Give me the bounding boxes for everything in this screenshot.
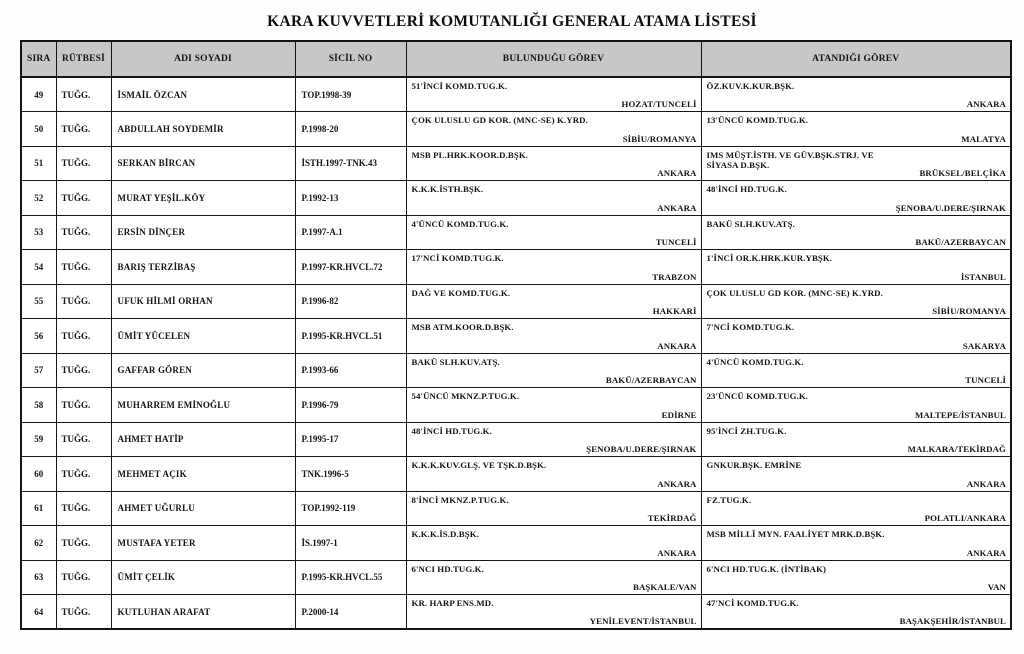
cell-rutbe: TUĞG. (56, 319, 111, 354)
cell-sira-no: 53 (21, 215, 56, 250)
header-sicil-no: SİCİL NO (295, 41, 406, 77)
cell-bulundugu-gorev (406, 181, 701, 216)
atandigi-gorev-text: 7'NCİ KOMD.TUG.K. (706, 322, 795, 332)
bulundugu-gorev-text: K.K.K.KUV.GLŞ. VE TŞK.D.BŞK. (411, 460, 547, 470)
table-row (21, 77, 1011, 112)
cell-atandigi-gorev (701, 146, 1011, 181)
atandigi-yer-text: MALKARA/TEKİRDAĞ (907, 444, 1006, 454)
atandigi-yer-text: İSTANBUL (960, 271, 1006, 282)
bulundugu-yer-text: SİBİU/ROMANYA (622, 133, 697, 144)
cell-sira-no: 63 (21, 560, 56, 595)
cell-sira-no: 59 (21, 422, 56, 457)
cell-atandigi-gorev (701, 215, 1011, 250)
atandigi-gorev-text: 1'İNCİ OR.K.HRK.KUR.YBŞK. (706, 253, 833, 263)
atandigi-gorev-text: IMS MÜŞT.İSTH. VE GÜV.BŞK.STRJ. VE SİYASA D.BŞK. (706, 149, 874, 170)
atandigi-yer-text: POLATLI/ANKARA (924, 513, 1006, 523)
cell-sicil-no: TOP.1998-39 (295, 77, 406, 112)
cell-sira-no: 50 (21, 112, 56, 147)
cell-adi-soyadi: UFUK HİLMİ ORHAN (111, 284, 295, 319)
cell-sicil-no: P.1995-17 (295, 422, 406, 457)
atandigi-yer-text: VAN (987, 582, 1006, 592)
table-row (21, 215, 1011, 250)
atandigi-gorev-text: 23'ÜNCÜ KOMD.TUG.K. (706, 391, 809, 401)
atandigi-gorev-text: 6'NCI HD.TUG.K. (İNTİBAK) (706, 563, 827, 574)
cell-sira-no: 51 (21, 146, 56, 181)
cell-adi-soyadi: ÜMİT ÇELİK (111, 560, 295, 595)
cell-adi-soyadi: ERSİN DİNÇER (111, 215, 295, 250)
atandigi-yer-text: ŞENOBA/U.DERE/ŞIRNAK (895, 202, 1006, 213)
atandigi-gorev-text: MSB MİLLÎ MYN. FAALİYET MRK.D.BŞK. (706, 529, 885, 539)
table-row (21, 284, 1011, 319)
bulundugu-yer-text: BAŞKALE/VAN (632, 582, 697, 592)
atandigi-yer-text: BAŞAKŞEHİR/İSTANBUL (899, 616, 1006, 626)
bulundugu-yer-text: EDİRNE (661, 409, 697, 420)
cell-bulundugu-gorev (406, 319, 701, 354)
cell-sicil-no: P.1992-13 (295, 181, 406, 216)
atandigi-gorev-text: FZ.TUG.K. (706, 494, 752, 505)
bulundugu-yer-text: ANKARA (657, 202, 697, 213)
cell-sicil-no: P.1995-KR.HVCL.51 (295, 319, 406, 354)
atandigi-gorev-text: BAKÜ SLH.KUV.ATŞ. (706, 218, 795, 229)
cell-adi-soyadi: İSMAİL ÖZCAN (111, 77, 295, 112)
bulundugu-gorev-text: MSB ATM.KOOR.D.BŞK. (411, 322, 514, 332)
cell-atandigi-gorev (701, 284, 1011, 319)
atandigi-yer-text: BRÜKSEL/BELÇİKA (919, 168, 1006, 178)
header-bulundugu-gorev: BULUNDUĞU GÖREV (406, 41, 701, 77)
table-body (21, 77, 1011, 629)
cell-rutbe: TUĞG. (56, 388, 111, 423)
table-row (21, 422, 1011, 457)
atandigi-yer-text: MALTEPE/İSTANBUL (914, 409, 1006, 420)
table-row (21, 319, 1011, 354)
cell-bulundugu-gorev (406, 422, 701, 457)
cell-sira-no: 61 (21, 491, 56, 526)
header-adi-soyadi: ADI SOYADI (111, 41, 295, 77)
cell-adi-soyadi: MURAT YEŞİL.KÖY (111, 181, 295, 216)
bulundugu-gorev-text: K.K.K.İSTH.BŞK. (411, 184, 484, 194)
cell-atandigi-gorev (701, 353, 1011, 388)
cell-rutbe: TUĞG. (56, 181, 111, 216)
atandigi-yer-text: MALATYA (961, 133, 1006, 144)
cell-bulundugu-gorev (406, 457, 701, 492)
cell-atandigi-gorev (701, 595, 1011, 630)
atandigi-gorev-text: 13'ÜNCÜ KOMD.TUG.K. (706, 115, 809, 125)
cell-sira-no: 56 (21, 319, 56, 354)
bulundugu-gorev-text: 6'NCI HD.TUG.K. (411, 563, 484, 574)
cell-rutbe: TUĞG. (56, 77, 111, 112)
bulundugu-yer-text: TRABZON (652, 271, 697, 282)
atandigi-gorev-text: GNKUR.BŞK. EMRİNE (706, 460, 802, 470)
cell-rutbe: TUĞG. (56, 353, 111, 388)
header-rutbesi: RÜTBESİ (56, 41, 111, 77)
cell-atandigi-gorev (701, 112, 1011, 147)
cell-sira-no: 64 (21, 595, 56, 630)
cell-atandigi-gorev (701, 77, 1011, 112)
cell-sicil-no: TNK.1996-5 (295, 457, 406, 492)
cell-sicil-no: İS.1997-1 (295, 526, 406, 561)
cell-rutbe: TUĞG. (56, 595, 111, 630)
cell-atandigi-gorev (701, 388, 1011, 423)
cell-sicil-no: P.1993-66 (295, 353, 406, 388)
bulundugu-yer-text: ANKARA (657, 168, 697, 178)
bulundugu-gorev-text: DAĞ VE KOMD.TUG.K. (411, 287, 511, 298)
header-atandigi-gorev: ATANDIĞI GÖREV (701, 41, 1011, 77)
atandigi-yer-text: SAKARYA (962, 340, 1006, 351)
cell-sira-no: 58 (21, 388, 56, 423)
cell-sicil-no: P.1997-A.1 (295, 215, 406, 250)
cell-adi-soyadi: AHMET HATİP (111, 422, 295, 457)
cell-bulundugu-gorev (406, 284, 701, 319)
cell-rutbe: TUĞG. (56, 215, 111, 250)
atandigi-yer-text: ANKARA (966, 547, 1006, 558)
cell-adi-soyadi: KUTLUHAN ARAFAT (111, 595, 295, 630)
table-row (21, 353, 1011, 388)
cell-atandigi-gorev (701, 422, 1011, 457)
cell-rutbe: TUĞG. (56, 457, 111, 492)
cell-atandigi-gorev (701, 250, 1011, 285)
bulundugu-yer-text: ANKARA (657, 547, 697, 558)
cell-sira-no: 54 (21, 250, 56, 285)
cell-rutbe: TUĞG. (56, 491, 111, 526)
cell-sicil-no: P.1996-79 (295, 388, 406, 423)
page-title: KARA KUVVETLERİ KOMUTANLIĞI GENERAL ATAMA LİSTESİ (267, 13, 757, 30)
table-row (21, 146, 1011, 181)
cell-sicil-no: P.1997-KR.HVCL.72 (295, 250, 406, 285)
bulundugu-yer-text: TUNCELİ (655, 237, 697, 247)
cell-sira-no: 60 (21, 457, 56, 492)
table-row (21, 250, 1011, 285)
atandigi-gorev-text: 4'ÜNCÜ KOMD.TUG.K. (706, 356, 804, 367)
cell-sira-no: 49 (21, 77, 56, 112)
table-row (21, 181, 1011, 216)
cell-rutbe: TUĞG. (56, 526, 111, 561)
cell-rutbe: TUĞG. (56, 146, 111, 181)
bulundugu-gorev-text: K.K.K.İS.D.BŞK. (411, 529, 479, 539)
bulundugu-gorev-text: 48'İNCİ HD.TUG.K. (411, 425, 492, 436)
cell-atandigi-gorev (701, 491, 1011, 526)
atandigi-gorev-text: ÖZ.KUV.K.KUR.BŞK. (706, 81, 795, 91)
bulundugu-yer-text: HAKKARİ (652, 306, 697, 316)
atandigi-gorev-text: ÇOK ULUSLU GD KOR. (MNC-SE) K.YRD. (706, 287, 883, 298)
cell-adi-soyadi: ABDULLAH SOYDEMİR (111, 112, 295, 147)
cell-adi-soyadi: MUHARREM EMİNOĞLU (111, 388, 295, 423)
bulundugu-yer-text: ŞENOBA/U.DERE/ŞIRNAK (586, 444, 697, 454)
cell-sira-no: 55 (21, 284, 56, 319)
table-row (21, 388, 1011, 423)
atandigi-yer-text: TUNCELİ (965, 375, 1006, 385)
cell-bulundugu-gorev (406, 560, 701, 595)
atandigi-gorev-text: 47'NCİ KOMD.TUG.K. (706, 598, 799, 608)
table-row (21, 112, 1011, 147)
atandigi-yer-text: ANKARA (966, 478, 1006, 489)
bulundugu-yer-text: ANKARA (657, 478, 697, 489)
cell-bulundugu-gorev (406, 595, 701, 630)
bulundugu-gorev-text: BAKÜ SLH.KUV.ATŞ. (411, 356, 500, 367)
atandigi-gorev-text: 95'İNCİ ZH.TUG.K. (706, 425, 787, 436)
cell-sicil-no: P.1996-82 (295, 284, 406, 319)
cell-bulundugu-gorev (406, 112, 701, 147)
cell-atandigi-gorev (701, 457, 1011, 492)
cell-rutbe: TUĞG. (56, 284, 111, 319)
cell-sicil-no: P.1995-KR.HVCL.55 (295, 560, 406, 595)
cell-atandigi-gorev (701, 319, 1011, 354)
bulundugu-yer-text: TEKİRDAĞ (647, 513, 697, 523)
table-row (21, 560, 1011, 595)
table-header-row (21, 41, 1011, 77)
cell-bulundugu-gorev (406, 526, 701, 561)
cell-atandigi-gorev (701, 181, 1011, 216)
bulundugu-gorev-text: 17'NCİ KOMD.TUG.K. (411, 253, 504, 263)
header-sira: SIRA (21, 41, 56, 77)
cell-adi-soyadi: ÜMİT YÜCELEN (111, 319, 295, 354)
atama-table (20, 40, 1012, 630)
cell-bulundugu-gorev (406, 77, 701, 112)
cell-atandigi-gorev (701, 560, 1011, 595)
atandigi-yer-text: SİBİU/ROMANYA (932, 306, 1006, 316)
cell-adi-soyadi: MUSTAFA YETER (111, 526, 295, 561)
cell-adi-soyadi: AHMET UĞURLU (111, 491, 295, 526)
table-row (21, 595, 1011, 630)
cell-adi-soyadi: SERKAN BİRCAN (111, 146, 295, 181)
cell-sira-no: 52 (21, 181, 56, 216)
cell-bulundugu-gorev (406, 353, 701, 388)
cell-bulundugu-gorev (406, 491, 701, 526)
table-row (21, 491, 1011, 526)
atandigi-gorev-text: 48'İNCİ HD.TUG.K. (706, 184, 787, 194)
table-row (21, 526, 1011, 561)
atandigi-yer-text: ANKARA (966, 99, 1006, 109)
cell-adi-soyadi: BARIŞ TERZİBAŞ (111, 250, 295, 285)
cell-bulundugu-gorev (406, 215, 701, 250)
cell-sicil-no: P.2000-14 (295, 595, 406, 630)
cell-adi-soyadi: GAFFAR GÖREN (111, 353, 295, 388)
cell-rutbe: TUĞG. (56, 422, 111, 457)
bulundugu-gorev-text: KR. HARP ENS.MD. (411, 598, 494, 608)
cell-sira-no: 62 (21, 526, 56, 561)
bulundugu-gorev-text: 54'ÜNCÜ MKNZ.P.TUG.K. (411, 391, 520, 401)
cell-rutbe: TUĞG. (56, 250, 111, 285)
cell-sicil-no: İSTH.1997-TNK.43 (295, 146, 406, 181)
bulundugu-gorev-text: ÇOK ULUSLU GD KOR. (MNC-SE) K.YRD. (411, 115, 588, 125)
cell-rutbe: TUĞG. (56, 560, 111, 595)
table-row (21, 457, 1011, 492)
cell-bulundugu-gorev (406, 146, 701, 181)
bulundugu-yer-text: ANKARA (657, 340, 697, 351)
cell-rutbe: TUĞG. (56, 112, 111, 147)
bulundugu-gorev-text: 8'İNCİ MKNZ.P.TUG.K. (411, 494, 509, 505)
bulundugu-gorev-text: 4'ÜNCÜ KOMD.TUG.K. (411, 218, 509, 229)
cell-adi-soyadi: MEHMET AÇIK (111, 457, 295, 492)
cell-sira-no: 57 (21, 353, 56, 388)
atandigi-yer-text: BAKÜ/AZERBAYCAN (915, 237, 1006, 247)
bulundugu-gorev-text: MSB PL.HRK.KOOR.D.BŞK. (411, 149, 529, 160)
bulundugu-yer-text: HOZAT/TUNCELİ (621, 99, 697, 109)
bulundugu-yer-text: BAKÜ/AZERBAYCAN (605, 375, 697, 385)
cell-sicil-no: TOP.1992-119 (295, 491, 406, 526)
cell-atandigi-gorev (701, 526, 1011, 561)
cell-bulundugu-gorev (406, 250, 701, 285)
cell-bulundugu-gorev (406, 388, 701, 423)
bulundugu-yer-text: YENİLEVENT/İSTANBUL (589, 616, 697, 626)
cell-sicil-no: P.1998-20 (295, 112, 406, 147)
bulundugu-gorev-text: 51'İNCİ KOMD.TUG.K. (411, 81, 508, 91)
